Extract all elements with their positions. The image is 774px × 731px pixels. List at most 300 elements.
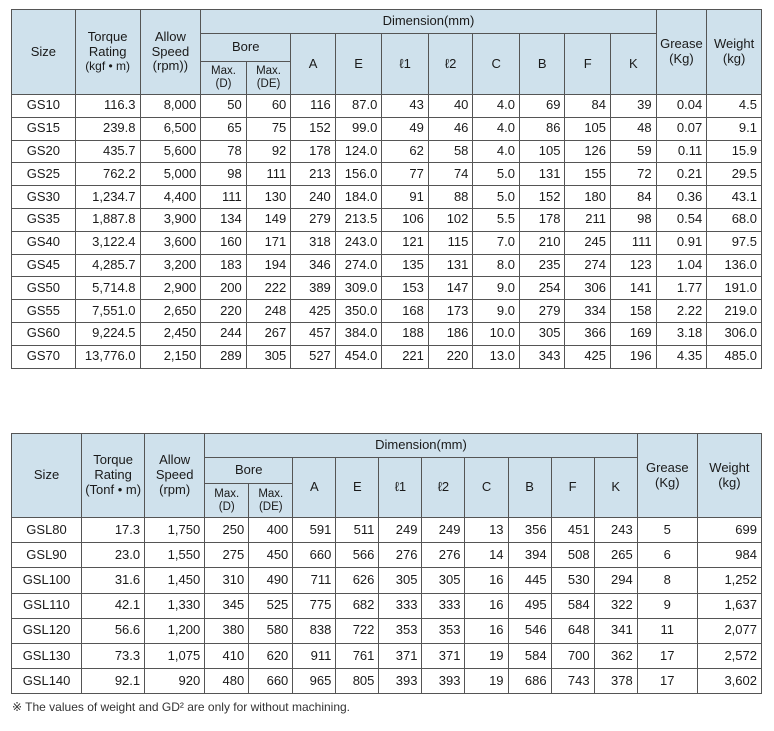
- header-grease: Grease (Kg): [656, 10, 707, 95]
- value-cell: 3.18: [656, 322, 707, 345]
- header-e: E: [336, 458, 379, 518]
- size-cell: GS45: [12, 254, 76, 277]
- value-cell: 2,572: [697, 643, 761, 668]
- value-cell: 450: [249, 543, 293, 568]
- table-row: [12, 669, 762, 694]
- value-cell: 136.0: [707, 254, 762, 277]
- value-cell: 152: [291, 117, 336, 140]
- value-cell: 722: [336, 618, 379, 643]
- value-cell: 121: [382, 231, 429, 254]
- value-cell: 19: [465, 669, 508, 694]
- value-cell: 124.0: [335, 140, 382, 163]
- size-cell: GS55: [12, 300, 76, 323]
- header-max-d: Max. (D): [201, 62, 247, 95]
- value-cell: 220: [428, 345, 473, 368]
- value-cell: 508: [551, 543, 594, 568]
- header-max-d: Max. (D): [205, 484, 249, 518]
- header-k: K: [594, 458, 637, 518]
- value-cell: 13.0: [473, 345, 520, 368]
- value-cell: 454.0: [335, 345, 382, 368]
- value-cell: 366: [565, 322, 611, 345]
- value-cell: 0.04: [656, 95, 707, 118]
- value-cell: 4.0: [473, 117, 520, 140]
- value-cell: 221: [382, 345, 429, 368]
- value-cell: 1.04: [656, 254, 707, 277]
- value-cell: 98: [201, 163, 247, 186]
- value-cell: 155: [565, 163, 611, 186]
- value-cell: 4.5: [707, 95, 762, 118]
- value-cell: 305: [379, 568, 422, 593]
- value-cell: 249: [379, 518, 422, 543]
- value-cell: 584: [551, 593, 594, 618]
- value-cell: 43.1: [707, 186, 762, 209]
- value-cell: 160: [201, 231, 247, 254]
- value-cell: 42.1: [82, 593, 145, 618]
- value-cell: 178: [519, 208, 565, 231]
- value-cell: 17.3: [82, 518, 145, 543]
- value-cell: 8: [637, 568, 697, 593]
- value-cell: 965: [293, 669, 336, 694]
- header-l1: ℓ1: [379, 458, 422, 518]
- header-b: B: [519, 34, 565, 95]
- value-cell: 626: [336, 568, 379, 593]
- header-weight: Weight (kg): [707, 10, 762, 95]
- value-cell: 566: [336, 543, 379, 568]
- value-cell: 333: [422, 593, 465, 618]
- size-cell: GS60: [12, 322, 76, 345]
- value-cell: 106: [382, 208, 429, 231]
- value-cell: 333: [379, 593, 422, 618]
- gsl-spec-table: [11, 433, 762, 694]
- header-bore: Bore: [201, 34, 291, 62]
- value-cell: 8,000: [140, 95, 201, 118]
- value-cell: 184.0: [335, 186, 382, 209]
- value-cell: 711: [293, 568, 336, 593]
- header-size: Size: [12, 434, 82, 518]
- value-cell: 13,776.0: [75, 345, 140, 368]
- value-cell: 1,075: [145, 643, 205, 668]
- value-cell: 84: [565, 95, 611, 118]
- value-cell: 213: [291, 163, 336, 186]
- value-cell: 591: [293, 518, 336, 543]
- value-cell: 2,077: [697, 618, 761, 643]
- size-cell: GSL80: [12, 518, 82, 543]
- value-cell: 56.6: [82, 618, 145, 643]
- value-cell: 4.0: [473, 140, 520, 163]
- value-cell: 310: [205, 568, 249, 593]
- header-grease: Grease (Kg): [637, 434, 697, 518]
- value-cell: 306: [565, 277, 611, 300]
- header-e: E: [335, 34, 382, 95]
- value-cell: 244: [201, 322, 247, 345]
- value-cell: 530: [551, 568, 594, 593]
- size-cell: GSL140: [12, 669, 82, 694]
- table-row: [12, 186, 762, 209]
- value-cell: 3,200: [140, 254, 201, 277]
- value-cell: 279: [291, 208, 336, 231]
- value-cell: 9.1: [707, 117, 762, 140]
- value-cell: 116: [291, 95, 336, 118]
- value-cell: 838: [293, 618, 336, 643]
- value-cell: 267: [246, 322, 291, 345]
- header-k: K: [611, 34, 657, 95]
- value-cell: 5,000: [140, 163, 201, 186]
- value-cell: 457: [291, 322, 336, 345]
- value-cell: 4,285.7: [75, 254, 140, 277]
- value-cell: 322: [594, 593, 637, 618]
- value-cell: 9,224.5: [75, 322, 140, 345]
- value-cell: 11: [637, 618, 697, 643]
- value-cell: 5.0: [473, 186, 520, 209]
- value-cell: 700: [551, 643, 594, 668]
- value-cell: 346: [291, 254, 336, 277]
- value-cell: 620: [249, 643, 293, 668]
- value-cell: 4.0: [473, 95, 520, 118]
- value-cell: 191.0: [707, 277, 762, 300]
- value-cell: 248: [246, 300, 291, 323]
- value-cell: 59: [611, 140, 657, 163]
- value-cell: 15.9: [707, 140, 762, 163]
- header-dimension: Dimension(mm): [201, 10, 656, 34]
- value-cell: 123: [611, 254, 657, 277]
- value-cell: 29.5: [707, 163, 762, 186]
- value-cell: 389: [291, 277, 336, 300]
- value-cell: 305: [519, 322, 565, 345]
- size-cell: GS70: [12, 345, 76, 368]
- value-cell: 180: [565, 186, 611, 209]
- value-cell: 105: [565, 117, 611, 140]
- value-cell: 2,150: [140, 345, 201, 368]
- value-cell: 17: [637, 669, 697, 694]
- value-cell: 2,450: [140, 322, 201, 345]
- header-weight: Weight (kg): [697, 434, 761, 518]
- header-max-de: Max. (DE): [249, 484, 293, 518]
- value-cell: 699: [697, 518, 761, 543]
- value-cell: 171: [246, 231, 291, 254]
- table-row: [12, 231, 762, 254]
- value-cell: 65: [201, 117, 247, 140]
- value-cell: 178: [291, 140, 336, 163]
- value-cell: 445: [508, 568, 551, 593]
- header-c: C: [473, 34, 520, 95]
- size-cell: GS30: [12, 186, 76, 209]
- value-cell: 105: [519, 140, 565, 163]
- value-cell: 276: [422, 543, 465, 568]
- value-cell: 341: [594, 618, 637, 643]
- size-cell: GS35: [12, 208, 76, 231]
- header-f: F: [551, 458, 594, 518]
- value-cell: 48: [611, 117, 657, 140]
- value-cell: 380: [205, 618, 249, 643]
- value-cell: 5.5: [473, 208, 520, 231]
- value-cell: 141: [611, 277, 657, 300]
- value-cell: 0.91: [656, 231, 707, 254]
- value-cell: 9.0: [473, 277, 520, 300]
- value-cell: 371: [379, 643, 422, 668]
- value-cell: 131: [428, 254, 473, 277]
- value-cell: 580: [249, 618, 293, 643]
- value-cell: 98: [611, 208, 657, 231]
- value-cell: 84: [611, 186, 657, 209]
- size-cell: GS50: [12, 277, 76, 300]
- table-row: [12, 568, 762, 593]
- value-cell: 371: [422, 643, 465, 668]
- value-cell: 3,602: [697, 669, 761, 694]
- value-cell: 78: [201, 140, 247, 163]
- value-cell: 46: [428, 117, 473, 140]
- value-cell: 686: [508, 669, 551, 694]
- header-a: A: [293, 458, 336, 518]
- header-speed: Allow Speed (rpm): [145, 434, 205, 518]
- value-cell: 249: [422, 518, 465, 543]
- value-cell: 4,400: [140, 186, 201, 209]
- value-cell: 250: [205, 518, 249, 543]
- size-cell: GSL100: [12, 568, 82, 593]
- value-cell: 92.1: [82, 669, 145, 694]
- value-cell: 495: [508, 593, 551, 618]
- value-cell: 5,714.8: [75, 277, 140, 300]
- value-cell: 4.35: [656, 345, 707, 368]
- table-row: [12, 345, 762, 368]
- table-row: [12, 95, 762, 118]
- value-cell: 134: [201, 208, 247, 231]
- value-cell: 743: [551, 669, 594, 694]
- value-cell: 410: [205, 643, 249, 668]
- value-cell: 77: [382, 163, 429, 186]
- value-cell: 6: [637, 543, 697, 568]
- value-cell: 210: [519, 231, 565, 254]
- value-cell: 546: [508, 618, 551, 643]
- size-cell: GSL90: [12, 543, 82, 568]
- value-cell: 97.5: [707, 231, 762, 254]
- footnote: ※ The values of weight and GD² are only for without machining.: [12, 700, 351, 714]
- value-cell: 213.5: [335, 208, 382, 231]
- value-cell: 584: [508, 643, 551, 668]
- value-cell: 294: [594, 568, 637, 593]
- value-cell: 265: [594, 543, 637, 568]
- value-cell: 309.0: [335, 277, 382, 300]
- value-cell: 3,122.4: [75, 231, 140, 254]
- value-cell: 762.2: [75, 163, 140, 186]
- value-cell: 527: [291, 345, 336, 368]
- table-row: [12, 543, 762, 568]
- value-cell: 0.21: [656, 163, 707, 186]
- table-row: [12, 163, 762, 186]
- value-cell: 274: [565, 254, 611, 277]
- value-cell: 149: [246, 208, 291, 231]
- value-cell: 362: [594, 643, 637, 668]
- value-cell: 384.0: [335, 322, 382, 345]
- value-cell: 102: [428, 208, 473, 231]
- value-cell: 5.0: [473, 163, 520, 186]
- value-cell: 274.0: [335, 254, 382, 277]
- value-cell: 243: [594, 518, 637, 543]
- value-cell: 88: [428, 186, 473, 209]
- value-cell: 490: [249, 568, 293, 593]
- value-cell: 279: [519, 300, 565, 323]
- value-cell: 74: [428, 163, 473, 186]
- value-cell: 1,234.7: [75, 186, 140, 209]
- value-cell: 194: [246, 254, 291, 277]
- header-max-de: Max. (DE): [246, 62, 291, 95]
- value-cell: 1.77: [656, 277, 707, 300]
- value-cell: 7,551.0: [75, 300, 140, 323]
- value-cell: 2,900: [140, 277, 201, 300]
- value-cell: 19: [465, 643, 508, 668]
- value-cell: 131: [519, 163, 565, 186]
- value-cell: 173: [428, 300, 473, 323]
- table-row: [12, 208, 762, 231]
- value-cell: 99.0: [335, 117, 382, 140]
- value-cell: 485.0: [707, 345, 762, 368]
- value-cell: 153: [382, 277, 429, 300]
- value-cell: 1,637: [697, 593, 761, 618]
- value-cell: 126: [565, 140, 611, 163]
- value-cell: 69: [519, 95, 565, 118]
- value-cell: 156.0: [335, 163, 382, 186]
- value-cell: 1,887.8: [75, 208, 140, 231]
- value-cell: 2.22: [656, 300, 707, 323]
- value-cell: 0.07: [656, 117, 707, 140]
- value-cell: 920: [145, 669, 205, 694]
- value-cell: 0.36: [656, 186, 707, 209]
- value-cell: 345: [205, 593, 249, 618]
- header-speed: Allow Speed (rpm)): [140, 10, 201, 95]
- value-cell: 196: [611, 345, 657, 368]
- value-cell: 5: [637, 518, 697, 543]
- value-cell: 222: [246, 277, 291, 300]
- value-cell: 13: [465, 518, 508, 543]
- value-cell: 435.7: [75, 140, 140, 163]
- table-row: [12, 117, 762, 140]
- value-cell: 86: [519, 117, 565, 140]
- size-cell: GS25: [12, 163, 76, 186]
- value-cell: 240: [291, 186, 336, 209]
- value-cell: 254: [519, 277, 565, 300]
- value-cell: 480: [205, 669, 249, 694]
- table-row: [12, 322, 762, 345]
- value-cell: 62: [382, 140, 429, 163]
- value-cell: 16: [465, 593, 508, 618]
- size-cell: GS40: [12, 231, 76, 254]
- value-cell: 58: [428, 140, 473, 163]
- value-cell: 130: [246, 186, 291, 209]
- value-cell: 68.0: [707, 208, 762, 231]
- header-f: F: [565, 34, 611, 95]
- header-a: A: [291, 34, 336, 95]
- value-cell: 305: [422, 568, 465, 593]
- value-cell: 378: [594, 669, 637, 694]
- value-cell: 9.0: [473, 300, 520, 323]
- value-cell: 425: [291, 300, 336, 323]
- value-cell: 239.8: [75, 117, 140, 140]
- value-cell: 525: [249, 593, 293, 618]
- value-cell: 9: [637, 593, 697, 618]
- value-cell: 147: [428, 277, 473, 300]
- table-row: [12, 140, 762, 163]
- value-cell: 152: [519, 186, 565, 209]
- size-cell: GS15: [12, 117, 76, 140]
- value-cell: 91: [382, 186, 429, 209]
- value-cell: 6,500: [140, 117, 201, 140]
- value-cell: 245: [565, 231, 611, 254]
- value-cell: 5,600: [140, 140, 201, 163]
- value-cell: 648: [551, 618, 594, 643]
- table-row: [12, 518, 762, 543]
- value-cell: 16: [465, 568, 508, 593]
- value-cell: 31.6: [82, 568, 145, 593]
- table-row: [12, 618, 762, 643]
- value-cell: 23.0: [82, 543, 145, 568]
- value-cell: 350.0: [335, 300, 382, 323]
- value-cell: 275: [205, 543, 249, 568]
- value-cell: 220: [201, 300, 247, 323]
- value-cell: 660: [249, 669, 293, 694]
- value-cell: 72: [611, 163, 657, 186]
- value-cell: 805: [336, 669, 379, 694]
- value-cell: 39: [611, 95, 657, 118]
- table-row: [12, 277, 762, 300]
- table-row: [12, 593, 762, 618]
- value-cell: 115: [428, 231, 473, 254]
- value-cell: 394: [508, 543, 551, 568]
- gs-spec-table: [11, 9, 762, 369]
- value-cell: 1,200: [145, 618, 205, 643]
- value-cell: 186: [428, 322, 473, 345]
- value-cell: 111: [246, 163, 291, 186]
- value-cell: 775: [293, 593, 336, 618]
- value-cell: 219.0: [707, 300, 762, 323]
- value-cell: 17: [637, 643, 697, 668]
- value-cell: 8.0: [473, 254, 520, 277]
- value-cell: 276: [379, 543, 422, 568]
- value-cell: 49: [382, 117, 429, 140]
- value-cell: 111: [611, 231, 657, 254]
- value-cell: 135: [382, 254, 429, 277]
- header-l2: ℓ2: [428, 34, 473, 95]
- value-cell: 305: [246, 345, 291, 368]
- value-cell: 306.0: [707, 322, 762, 345]
- header-torque: Torque Rating (Tonf • m): [82, 434, 145, 518]
- value-cell: 353: [379, 618, 422, 643]
- value-cell: 40: [428, 95, 473, 118]
- value-cell: 353: [422, 618, 465, 643]
- value-cell: 10.0: [473, 322, 520, 345]
- value-cell: 183: [201, 254, 247, 277]
- value-cell: 911: [293, 643, 336, 668]
- value-cell: 3,900: [140, 208, 201, 231]
- value-cell: 92: [246, 140, 291, 163]
- header-l1: ℓ1: [382, 34, 429, 95]
- table-row: [12, 254, 762, 277]
- value-cell: 660: [293, 543, 336, 568]
- value-cell: 75: [246, 117, 291, 140]
- size-cell: GS10: [12, 95, 76, 118]
- table-row: [12, 300, 762, 323]
- value-cell: 3,600: [140, 231, 201, 254]
- value-cell: 169: [611, 322, 657, 345]
- value-cell: 984: [697, 543, 761, 568]
- value-cell: 682: [336, 593, 379, 618]
- value-cell: 111: [201, 186, 247, 209]
- value-cell: 43: [382, 95, 429, 118]
- value-cell: 451: [551, 518, 594, 543]
- value-cell: 356: [508, 518, 551, 543]
- value-cell: 200: [201, 277, 247, 300]
- size-cell: GSL110: [12, 593, 82, 618]
- value-cell: 16: [465, 618, 508, 643]
- value-cell: 1,252: [697, 568, 761, 593]
